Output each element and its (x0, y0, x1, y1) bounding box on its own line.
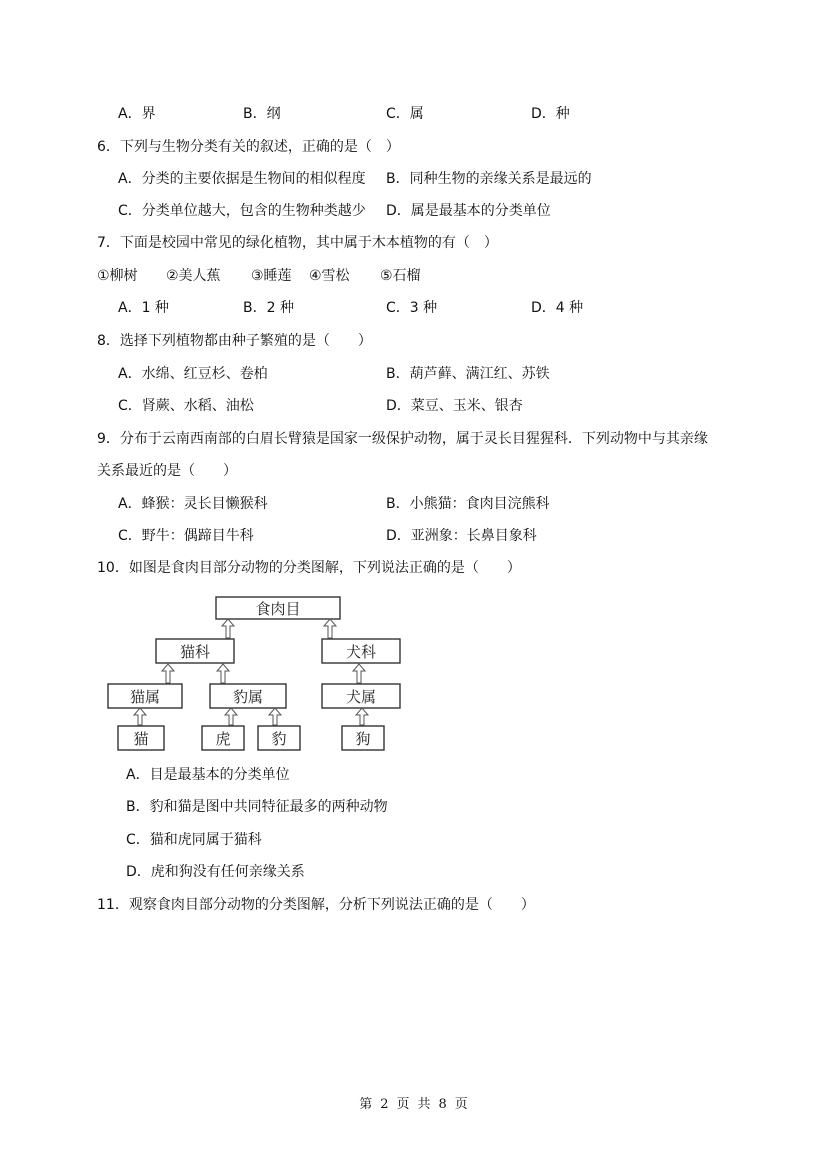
q7-option-d: D．4 种 (531, 300, 584, 316)
carnivora-classification-diagram (100, 590, 420, 760)
q7-option-b: B．2 种 (243, 300, 294, 316)
node-genus-cat: 猫属 (129, 688, 161, 706)
node-order: 食肉目 (255, 600, 301, 618)
q9-option-d: D．亚洲象：长鼻目象科 (386, 528, 537, 544)
node-family-dog: 犬科 (345, 643, 377, 661)
q7-option-c: C．3 种 (386, 300, 438, 316)
q8-option-d: D．菜豆、玉米、银杏 (386, 398, 523, 414)
q7-item-5: ⑤石榴 (380, 268, 421, 284)
node-family-cat: 猫科 (179, 643, 211, 661)
node-genus-dog: 犬属 (345, 688, 377, 706)
q8-option-c: C．肾蕨、水稻、油松 (118, 398, 254, 414)
arrow-genus-cat-to-family (162, 664, 174, 683)
q6-option-c: C．分类单位越大，包含的生物种类越少 (118, 203, 366, 219)
q9-stem-line1: 9．分布于云南西南部的白眉长臂猿是国家一级保护动物，属于灵长目猩猩科．下列动物中与其亲缘 (97, 431, 708, 447)
arrow-species-dog-to-genus (356, 708, 368, 725)
arrow-species-tiger-to-genus (225, 708, 237, 725)
node-species-leopard: 豹 (271, 730, 287, 748)
q7-item-2: ②美人蕉 (166, 268, 221, 284)
q10-option-b: B．豹和猫是图中共同特征最多的两种动物 (126, 799, 388, 815)
footer-page-label: 页 (396, 1097, 410, 1112)
arrow-family-dog-to-order (324, 619, 336, 638)
q6-option-a: A．分类的主要依据是生物间的相似程度 (118, 171, 366, 187)
q5-option-b: B．纲 (243, 106, 281, 122)
q7-item-1: ①柳树 (97, 268, 138, 284)
q7-item-4: ④雪松 (309, 268, 350, 284)
q10-option-c: C．猫和虎同属于猫科 (126, 832, 262, 848)
arrow-species-cat-to-genus (134, 708, 146, 725)
footer-suffix: 页 (454, 1097, 468, 1112)
footer-page-number: 2 (380, 1097, 389, 1112)
footer-prefix: 第 (359, 1097, 373, 1112)
q9-option-c: C．野牛：偶蹄目牛科 (118, 528, 254, 544)
node-genus-leopard: 豹属 (232, 688, 264, 706)
q9-option-a: A．蜂猴：灵长目懒猴科 (118, 496, 268, 512)
q5-option-c: C．属 (386, 106, 424, 122)
q9-stem-line2: 关系最近的是（ ） (97, 463, 237, 479)
footer-total-pages: 8 (438, 1097, 447, 1112)
q5-option-d: D．种 (531, 106, 570, 122)
footer-total-prefix: 共 (417, 1097, 431, 1112)
q5-option-a: A．界 (118, 106, 156, 122)
q11-stem: 11．观察食肉目部分动物的分类图解，分析下列说法正确的是（ ） (97, 897, 535, 913)
arrow-genus-leopard-to-family (217, 664, 229, 683)
q10-option-a: A．目是最基本的分类单位 (126, 767, 290, 783)
q8-option-a: A．水绵、红豆杉、卷柏 (118, 366, 268, 382)
arrow-genus-dog-to-family (353, 664, 365, 683)
q6-stem: 6．下列与生物分类有关的叙述，正确的是（ ） (97, 139, 400, 155)
q8-option-b: B．葫芦藓、满江红、苏铁 (386, 366, 550, 382)
q8-stem: 8．选择下列植物都由种子繁殖的是（ ） (97, 333, 372, 349)
q9-option-b: B．小熊猫：食肉目浣熊科 (386, 496, 550, 512)
q6-option-b: B．同种生物的亲缘关系是最远的 (386, 171, 592, 187)
q10-stem: 10．如图是食肉目部分动物的分类图解，下列说法正确的是（ ） (97, 560, 521, 576)
q7-item-3: ③睡莲 (251, 268, 292, 284)
q7-stem: 7．下面是校园中常见的绿化植物，其中属于木本植物的有（ ） (97, 235, 498, 251)
q10-option-d: D．虎和狗没有任何亲缘关系 (126, 864, 305, 880)
q6-option-d: D．属是最基本的分类单位 (386, 203, 551, 219)
q7-option-a: A．1 种 (118, 300, 169, 316)
arrow-species-leopard-to-genus (269, 708, 281, 725)
node-species-cat: 猫 (133, 730, 149, 748)
node-species-tiger: 虎 (215, 730, 231, 748)
arrow-family-cat-to-order (222, 619, 234, 638)
page-footer (0, 1093, 827, 1112)
node-species-dog: 狗 (355, 730, 371, 748)
